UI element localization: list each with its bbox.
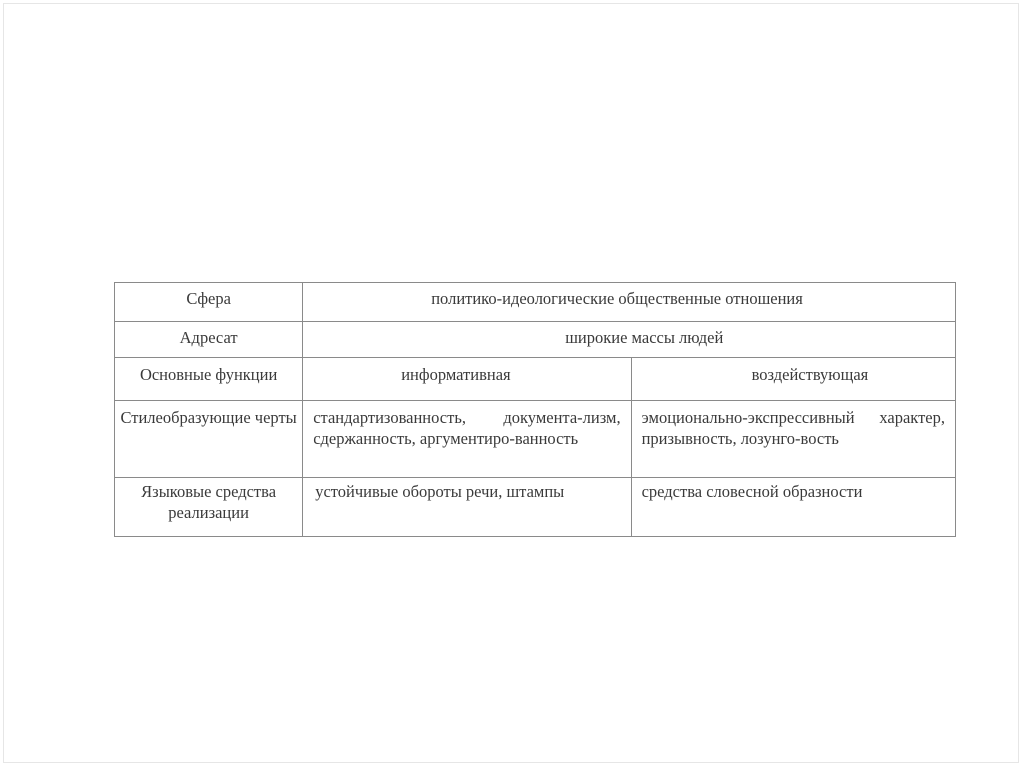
table-row-sphere bbox=[115, 283, 956, 322]
functions-informative: информативная bbox=[303, 358, 631, 401]
table-row-style-features bbox=[115, 401, 956, 478]
row-label-sphere: Сфера bbox=[115, 283, 303, 322]
style-features-left: стандартизованность, документа-лизм, сдержанность, аргументиро-ванность bbox=[303, 401, 631, 478]
row-label-addressee: Адресат bbox=[115, 322, 303, 358]
row-value-addressee: широкие массы людей bbox=[303, 322, 956, 358]
table-row-addressee bbox=[115, 322, 956, 358]
style-features-right: эмоционально-экспрессивный характер, призывность, лозунго-вость bbox=[631, 401, 955, 478]
language-means-left: устойчивые обороты речи, штампы bbox=[303, 478, 631, 537]
row-value-sphere: политико-идеологические общественные отношения bbox=[303, 283, 956, 322]
table-row-functions bbox=[115, 358, 956, 401]
table-row-language-means bbox=[115, 478, 956, 537]
functions-influencing: воздействующая bbox=[631, 358, 955, 401]
language-means-right: средства словесной образности bbox=[631, 478, 955, 537]
row-label-style-features: Стилеобразующие черты bbox=[115, 401, 303, 478]
style-characteristics-table bbox=[114, 282, 956, 537]
row-label-functions: Основные функции bbox=[115, 358, 303, 401]
row-label-language-means: Языковые средства реализации bbox=[115, 478, 303, 537]
